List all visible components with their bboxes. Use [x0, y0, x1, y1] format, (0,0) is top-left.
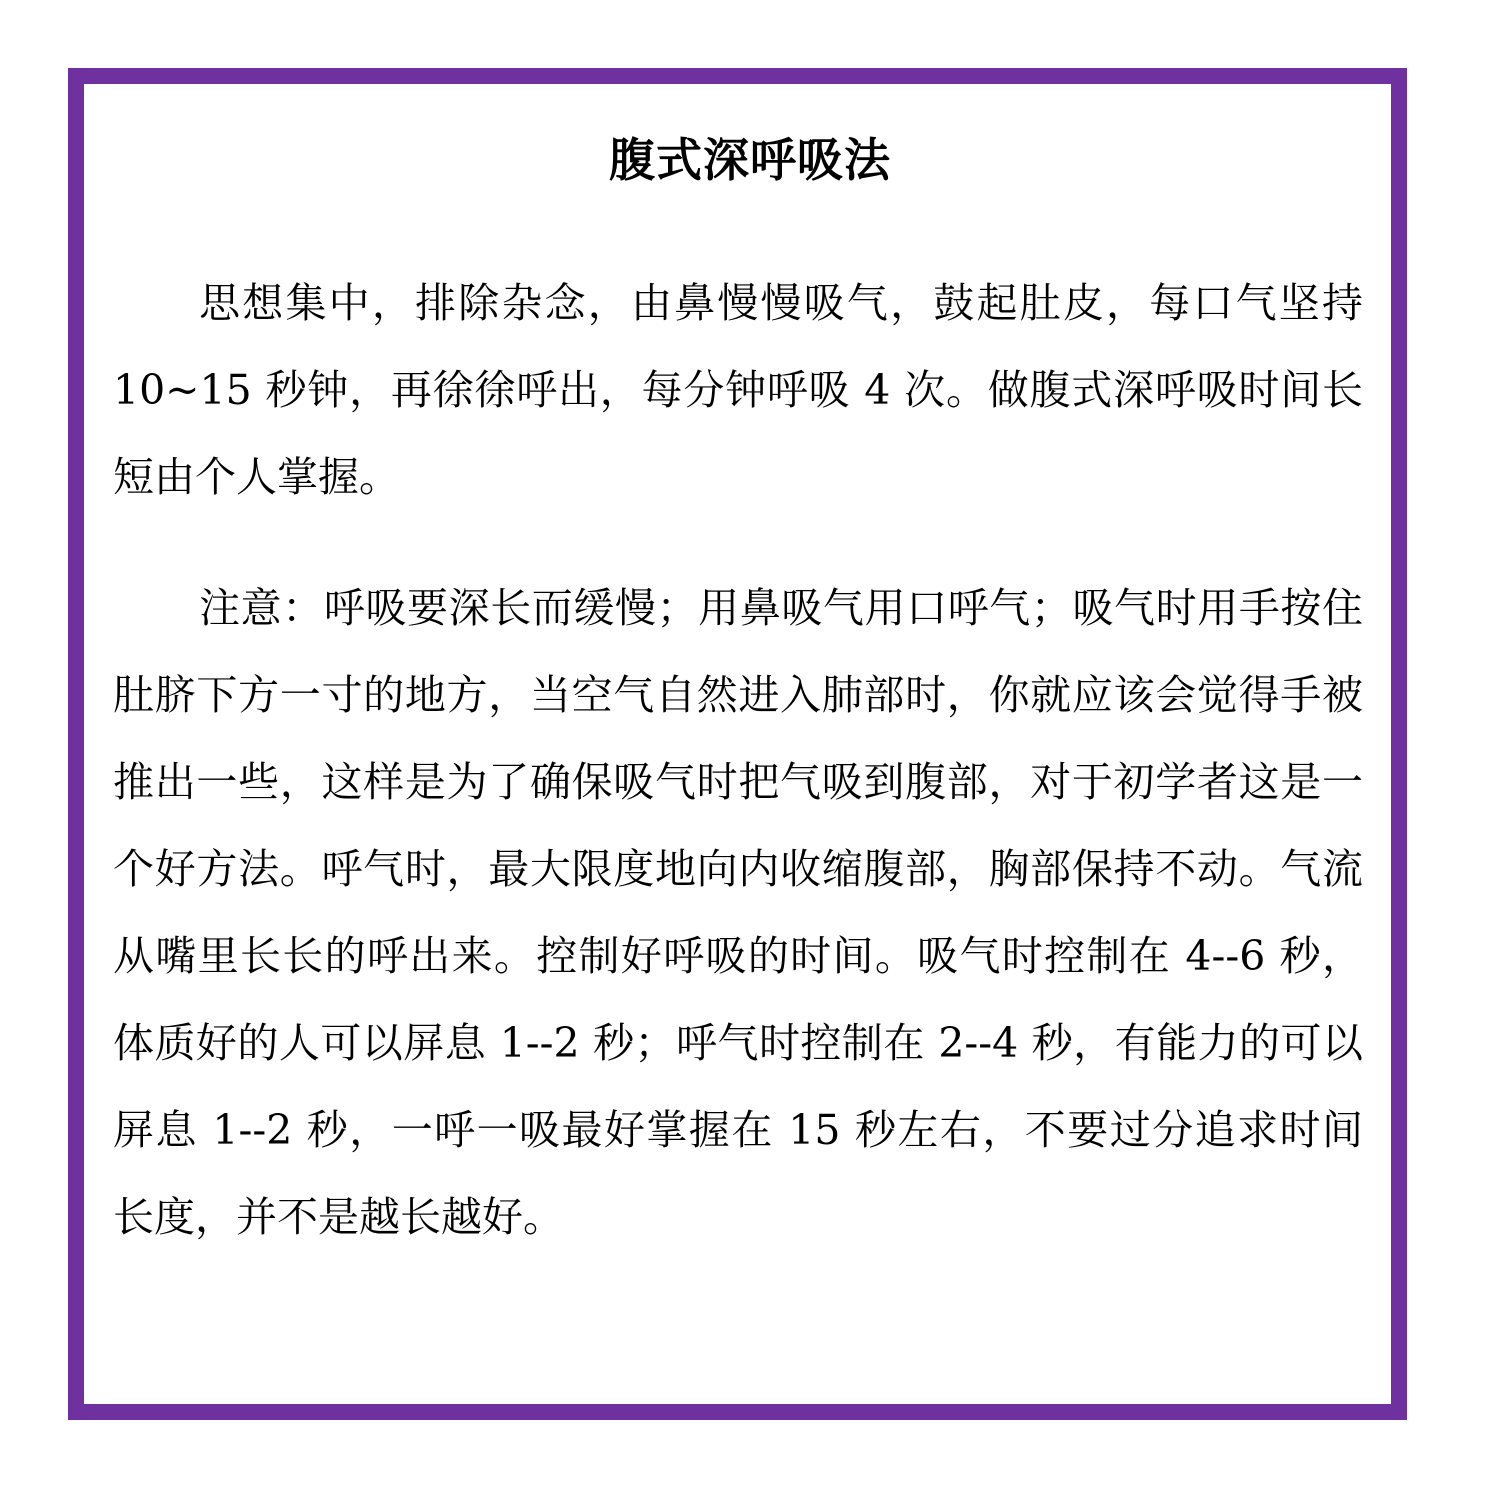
- document-title: 腹式深呼吸法: [609, 133, 891, 187]
- paragraph-notes: 注意：呼吸要深长而缓慢；用鼻吸气用口呼气；吸气时用手按住肚脐下方一寸的地方，当空气自然进入肺部时，你就应该会觉得手被推出一些，这样是为了确保吸气时把气吸到腹部，对于初学者这是一个好方法。呼气时，最大限度地向内收缩腹部，胸部保持不动。气流从嘴里长长的呼出来。控制好呼吸的时间。吸气时控制在 4--6 秒，体质好的人可以屏息 1--2 秒；呼气时控制在 2--4 秒，有能力的可以屏息 1--2 秒，一呼一吸最好掌握在 15 秒左右，不要过分追求时间长度，并不是越长越好。: [113, 584, 1363, 1241]
- paragraph-method: 思想集中，排除杂念，由鼻慢慢吸气，鼓起肚皮，每口气坚持 10~15 秒钟，再徐徐呼出，每分钟呼吸 4 次。做腹式深呼吸时间长短由个人掌握。: [113, 279, 1363, 501]
